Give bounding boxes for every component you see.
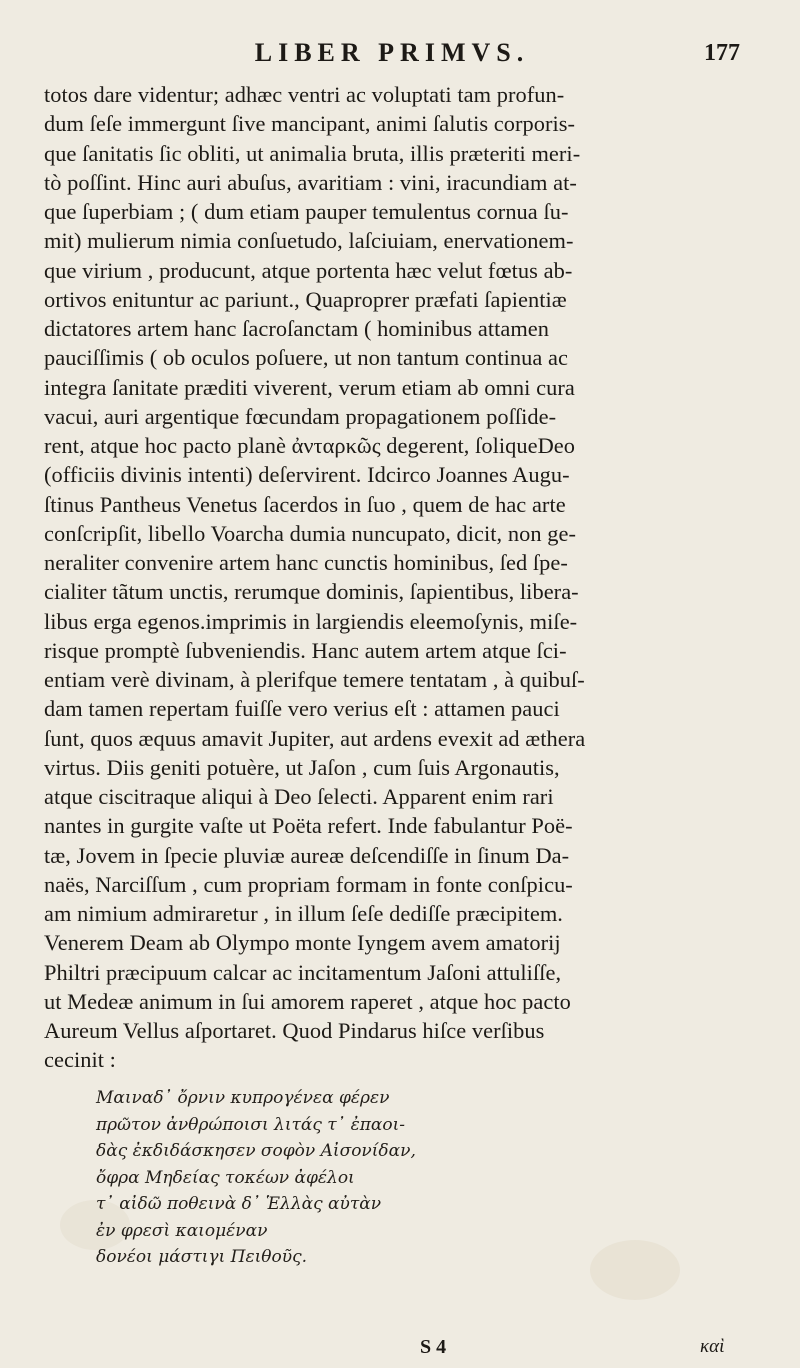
verse-line: δὰς ἐκδιδάσκησεν σοφὸν Αἰσονίδαν, — [96, 1141, 416, 1161]
text-line: que ſanitatis ſic obliti, ut animalia bruta, illis præteriti meri- — [44, 140, 581, 166]
verse-line: δονέοι μάστιγι Πειθοῦς. — [96, 1247, 308, 1267]
text-line: ortivos enituntur ac pariunt., Quaproprer præfati ſapientiæ — [44, 286, 567, 312]
text-line: totos dare videntur; adhæc ventri ac voluptati tam profun- — [44, 82, 565, 107]
text-line: rent, atque hoc pacto planè ἀνταρκῶς degerent, ſoliqueDeo — [44, 433, 576, 458]
text-line: ſunt, quos æquus amavit Jupiter, aut ardens evexit ad æthera — [44, 725, 586, 751]
text-line: (officiis divinis intenti) deſervirent. Idcirco Joannes Augu- — [44, 462, 570, 488]
text-line: atque ciscitraque aliqui à Deo ſelecti. Apparent enim rari — [44, 784, 554, 809]
text-line: vacui, auri argentique fœcundam propagationem poſſide- — [44, 403, 557, 429]
text-line: que ſuperbiam ; ( dum etiam pauper temulentus cornua ſu- — [44, 199, 569, 224]
text-line: dictatores artem hanc ſacroſanctam ( hominibus attamen — [44, 316, 550, 341]
text-line: risque promptè ſubveniendis. Hanc autem artem atque ſci- — [44, 637, 567, 663]
text-line: nantes in gurgite vaſte ut Poëta refert. Inde fabulantur Poë- — [44, 813, 573, 839]
verse-line: Μαιναδ᾽ ὄρνιν κυπρογένεα φέρεν — [96, 1088, 390, 1108]
page-number: 177 — [704, 40, 740, 66]
text-line: pauciſſimis ( ob oculos poſuere, ut non tantum continua ac — [44, 345, 568, 371]
text-line: ſtinus Pantheus Venetus ſacerdos in ſuo , quem de hac arte — [44, 491, 566, 517]
text-line: Aureum Vellus aſportaret. Quod Pindarus hiſce verſibus — [44, 1018, 545, 1043]
catchword: καὶ — [700, 1336, 725, 1357]
text-line: Venerem Deam ab Olympo monte Iyngem avem amatorij — [44, 930, 561, 956]
verse-line: ὄφρα Μηδείας τοκέων ἀφέλοι — [96, 1167, 355, 1188]
text-line: tæ, Jovem in ſpecie pluviæ aureæ deſcendiſſe in ſinum Da- — [44, 842, 570, 868]
text-line: virtus. Diis geniti potuère, ut Jaſon , cum ſuis Argonautis, — [44, 754, 560, 780]
text-line: tò poſſint. Hinc auri abuſus, avaritiam : vini, iracundiam at- — [44, 169, 577, 195]
verse-line: ἐν φρεσὶ καιομέναν — [96, 1220, 268, 1241]
text-line: Philtri præcipuum calcar ac incitamentum Jaſoni attuliſſe, — [44, 959, 562, 985]
text-line: que virium , producunt, atque portenta hæc velut fœtus ab- — [44, 257, 573, 283]
text-line: cialiter tãtum unctis, rerumque dominis, ſapientibus, libera- — [44, 579, 579, 605]
running-head — [44, 38, 740, 74]
text-line: naës, Narciſſum , cum propriam formam in fonte conſpicu- — [44, 871, 573, 897]
text-line: entiam verè divinam, à plerifque temere tentatam , à quibuſ- — [44, 667, 585, 692]
text-line: libus erga egenos.imprimis in largiendis eleemoſynis, miſe- — [44, 608, 578, 634]
text-line: dum ſeſe immergunt ſive mancipant, animi ſalutis corporis- — [44, 111, 576, 137]
text-line: mit) mulierum nimia conſuetudo, laſciuiam, enervationem- — [44, 228, 574, 254]
text-line: integra ſanitate præditi viverent, verum etiam ab omni cura — [44, 374, 575, 400]
body-text — [44, 80, 759, 1075]
text-line: ut Medeæ animum in ſui amorem raperet , atque hoc pacto — [44, 988, 571, 1014]
verse-line: τ᾽ αἰδῶ ποθεινὰ δ᾽ Ἑλλὰς αὐτὰν — [96, 1194, 382, 1214]
text-line: conſcripſit, libello Voarcha dumia nuncupato, dicit, non ge- — [44, 520, 576, 546]
running-head-title: LIBER PRIMVS. — [254, 38, 530, 67]
text-line: neraliter convenire artem hanc cunctis hominibus, ſed ſpe- — [44, 550, 568, 575]
text-line: dam tamen repertam fuiſſe vero verius eſt : attamen pauci — [44, 696, 560, 722]
text-line: am nimium admiraretur , in illum ſeſe dediſſe præcipitem. — [44, 901, 563, 926]
signature-mark: S 4 — [420, 1336, 447, 1358]
text-line: cecinit : — [44, 1047, 116, 1073]
greek-verse — [96, 1085, 656, 1271]
verse-line: πρῶτον ἀνθρώποισι λιτάς τ᾽ ἐπαοι- — [96, 1114, 406, 1135]
